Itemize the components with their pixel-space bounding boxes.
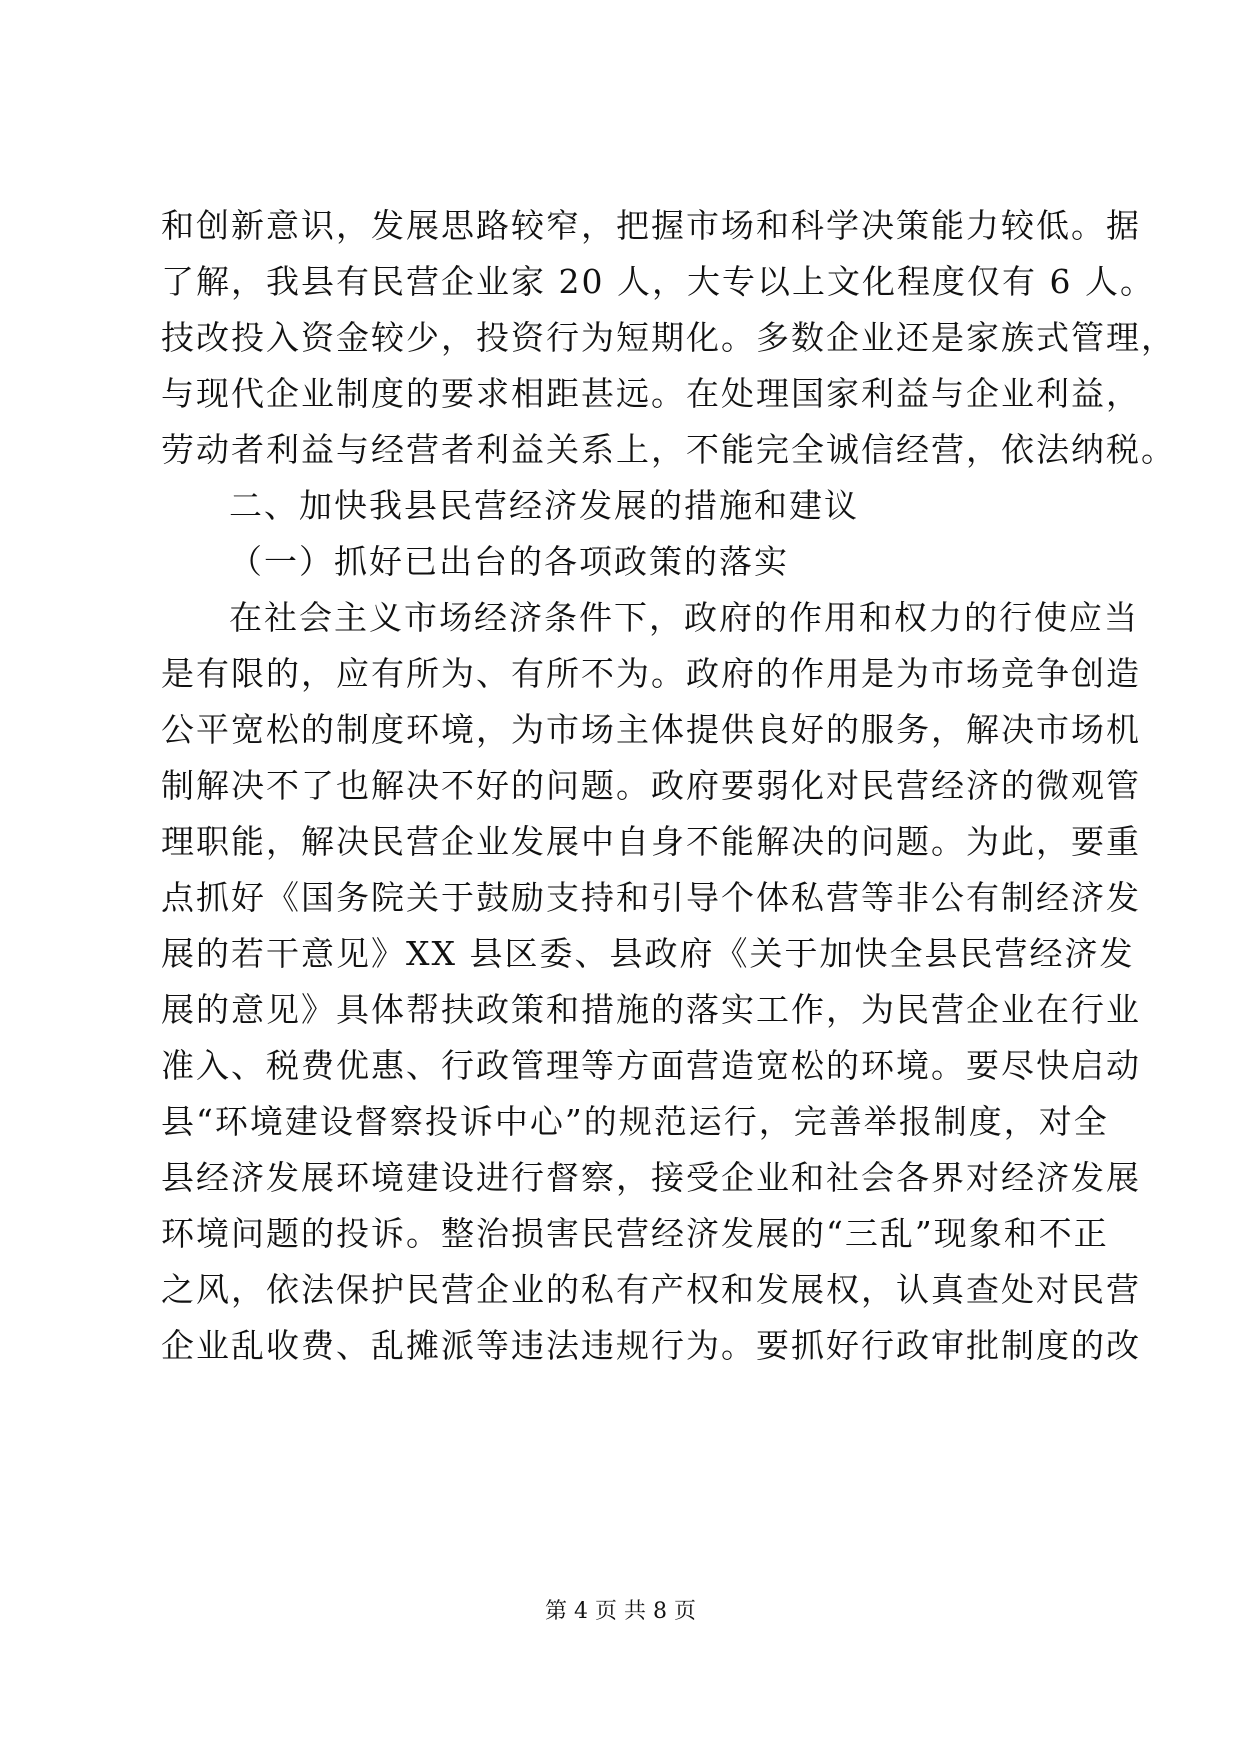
- body-line-1: 和 创 新 意 识 ， 发 展 思 路 较 窄 ， 把 握 市 场 和 科 学 决 策 能 力 较 低 。 据: [161, 206, 1141, 245]
- body-line-10: 公 平 宽 松 的 制 度 环 境 ， 为 市 场 主 体 提 供 良 好 的 服 务 ， 解 决 市 场 机: [161, 710, 1141, 749]
- body-line-2: 了 解 ， 我 县 有 民 营 企 业 家 2 0 人 ， 大 专 以 上 文 化 程 度 仅 有 6 人 。: [161, 262, 1155, 301]
- body-line-20: 之 风 ， 依 法 保 护 民 营 企 业 的 私 有 产 权 和 发 展 权 ， 认 真 查 处 对 民 营: [161, 1270, 1141, 1309]
- body-line-5: 劳 动 者 利 益 与 经 营 者 利 益 关 系 上 ， 不 能 完 全 诚 信 经 营 ， 依 法 纳 税 。: [161, 430, 1176, 469]
- subsection-heading: （一）抓好已出台的各项政策的落实: [229, 542, 789, 581]
- body-line-19: 环 境 问 题 的 投 诉 。 整 治 损 害 民 营 经 济 发 展 的 “ 三 乱 ” 现 象 和 不 正: [161, 1214, 1109, 1253]
- body-line-3: 技 改 投 入 资 金 较 少 ， 投 资 行 为 短 期 化 。 多 数 企 业 还 是 家 族 式 管 理 ，: [161, 318, 1176, 357]
- section-heading: 二、加快我县民营经济发展的措施和建议: [229, 486, 859, 525]
- body-line-4: 与 现 代 企 业 制 度 的 要 求 相 距 甚 远 。 在 处 理 国 家 利 益 与 企 业 利 益 ，: [161, 374, 1141, 413]
- body-line-9: 是 有 限 的 ， 应 有 所 为 、 有 所 不 为 。 政 府 的 作 用 是 为 市 场 竞 争 创 造: [161, 654, 1141, 693]
- body-line-11: 制 解 决 不 了 也 解 决 不 好 的 问 题 。 政 府 要 弱 化 对 民 营 经 济 的 微 观 管: [161, 766, 1141, 805]
- body-line-8: 在 社 会 主 义 市 场 经 济 条 件 下 ， 政 府 的 作 用 和 权 力 的 行 使 应 当: [229, 598, 1139, 637]
- body-line-18: 县 经 济 发 展 环 境 建 设 进 行 督 察 ， 接 受 企 业 和 社 会 各 界 对 经 济 发 展: [161, 1158, 1141, 1197]
- page-number-footer: 第 4 页 共 8 页: [545, 1599, 696, 1624]
- body-line-16: 准 入 、 税 费 优 惠 、 行 政 管 理 等 方 面 营 造 宽 松 的 环 境 。 要 尽 快 启 动: [161, 1046, 1141, 1085]
- body-line-13: 点 抓 好 《 国 务 院 关 于 鼓 励 支 持 和 引 导 个 体 私 营 等 非 公 有 制 经 济 发: [161, 878, 1141, 917]
- body-line-21: 企 业 乱 收 费 、 乱 摊 派 等 违 法 违 规 行 为 。 要 抓 好 行 政 审 批 制 度 的 改: [161, 1326, 1141, 1365]
- body-line-14: 展 的 若 干 意 见 》 X X 县 区 委 、 县 政 府 《 关 于 加 快 全 县 民 营 经 济 发: [161, 934, 1135, 973]
- body-line-12: 理 职 能 ， 解 决 民 营 企 业 发 展 中 自 身 不 能 解 决 的 问 题 。 为 此 ， 要 重: [161, 822, 1141, 861]
- body-line-15: 展 的 意 见 》 具 体 帮 扶 政 策 和 措 施 的 落 实 工 作 ， 为 民 营 企 业 在 行 业: [161, 990, 1141, 1029]
- body-line-17: 县 “ 环 境 建 设 督 察 投 诉 中 心 ” 的 规 范 运 行 ， 完 善 举 报 制 度 ， 对 全: [161, 1102, 1109, 1141]
